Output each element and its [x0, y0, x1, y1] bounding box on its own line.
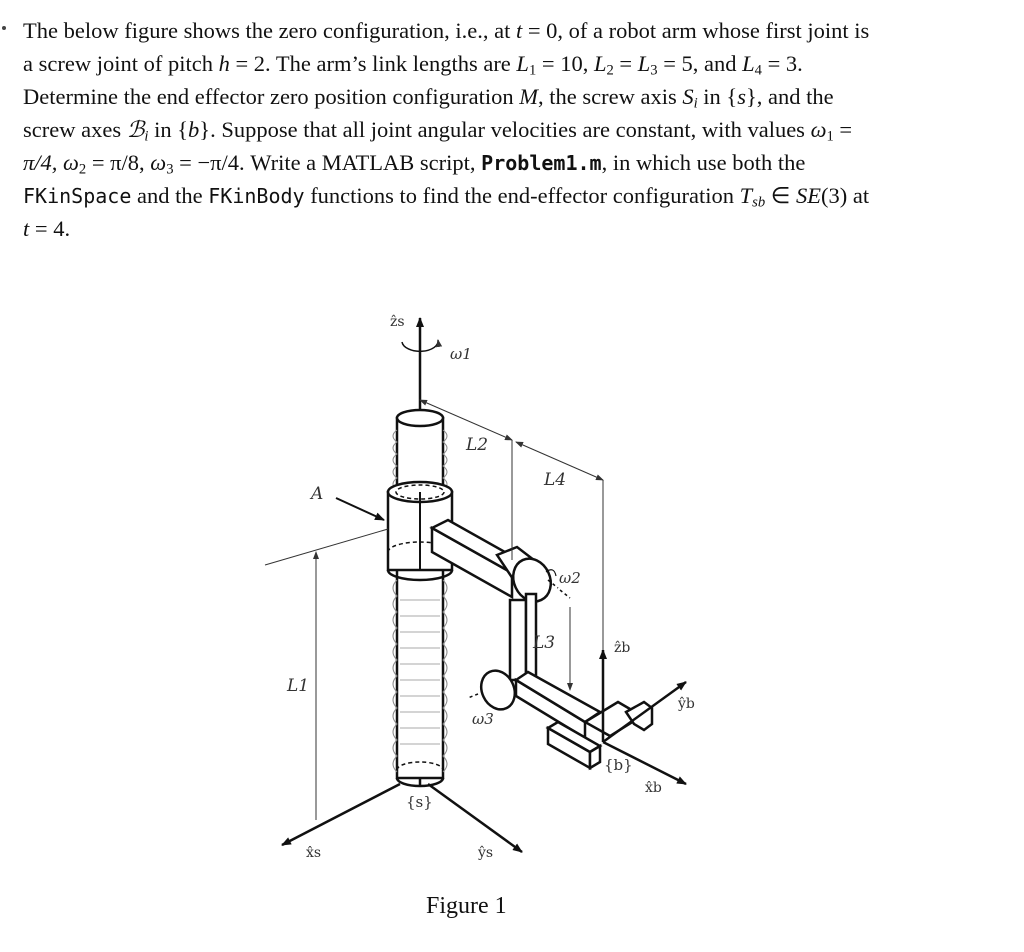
label-l4: L4: [544, 470, 567, 490]
label-zs: ẑs: [390, 314, 405, 330]
label-omega2: ω2: [559, 569, 581, 587]
label-l3: L3: [533, 633, 556, 653]
problem-line-5: π/4, $\omega_2 = \pi/8$, $\omega_3 = -\pi/4$. Write a MATLAB script, Problem1.m, in which use both the: [23, 150, 806, 178]
problem-line-4: screw axes ℬ$_i$ in {b}. Suppose that all joint angular velocities are constant, with values $\omega_1$ =: [23, 117, 853, 145]
label-omega1: ω1: [450, 345, 472, 363]
label-l1: L1: [287, 676, 310, 696]
label-b-frame: {b}: [604, 756, 633, 774]
label-l2: L2: [466, 435, 489, 455]
label-yb: ŷb: [678, 696, 695, 712]
problem-line-1: The below figure shows the zero configuration, i.e., at t = 0, of a robot arm whose first joint is: [23, 18, 870, 43]
label-xb: x̂b: [645, 780, 662, 796]
label-omega3: ω3: [472, 710, 494, 728]
problem-line-7: t = 4.: [23, 216, 71, 241]
script-filename: Problem1.m: [481, 151, 602, 175]
screw-shaft: [397, 410, 443, 786]
problem-line-2: a screw joint of pitch h = 2. The arm’s link lengths are $L_1 = 10$, $L_2 = L_3 = 5$, and $L_4 = 3$.: [23, 51, 803, 79]
label-s-frame: {s}: [406, 793, 433, 811]
label-zb: ẑb: [614, 640, 631, 656]
problem-line-6: FKinSpace and the FKinBody functions to find the end-effector configuration $T_{sb}$ ∈ SE(3) at: [23, 183, 870, 211]
function-fkinspace: FKinSpace: [23, 184, 132, 208]
label-xs: x̂s: [306, 845, 322, 861]
label-a: A: [311, 484, 324, 504]
label-ys: ŷs: [478, 845, 494, 861]
problem-line-3: Determine the end effector zero position configuration M, the screw axis $S_i$ in {s}, and the: [23, 84, 834, 112]
figure-caption: Figure 1: [426, 893, 507, 919]
function-fkinbody: FKinBody: [208, 184, 305, 208]
